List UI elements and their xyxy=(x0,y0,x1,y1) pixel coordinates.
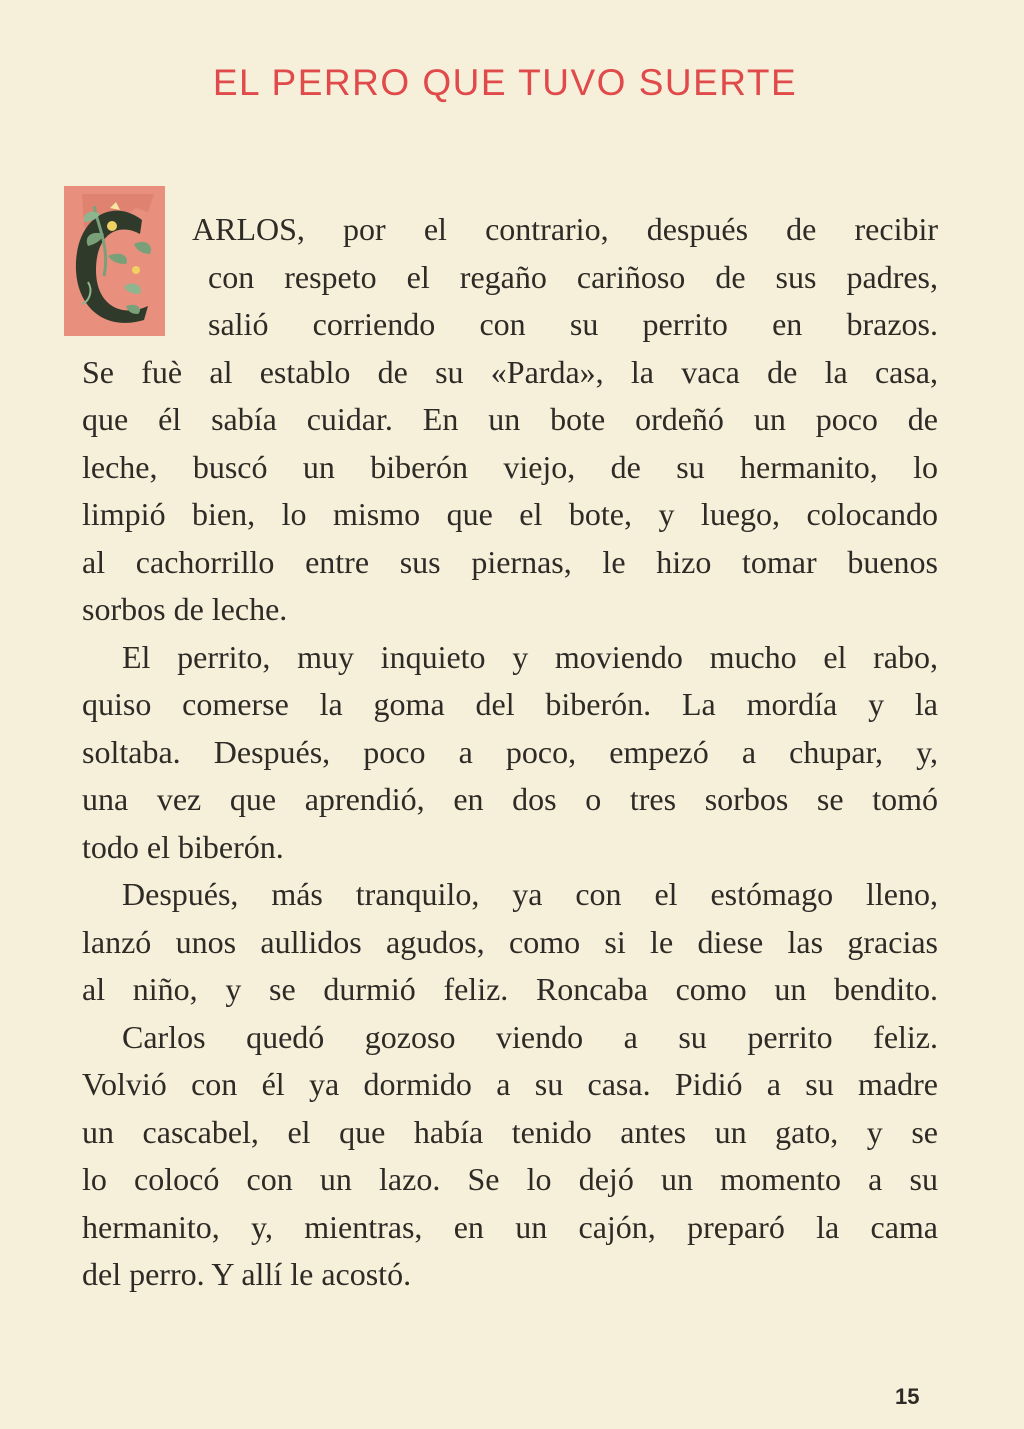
text-line: lo colocó con un lazo. Se lo dejó un momento a su xyxy=(82,1161,938,1197)
text-line: Se fuè al establo de su «Parda», la vaca de la casa, xyxy=(82,353,938,390)
text-line: con respeto el regaño cariñoso de sus padres, xyxy=(208,258,938,295)
text-line: que él sabía cuidar. En un bote ordeñó un poco de xyxy=(82,401,938,437)
text-line: hermanito, y, mientras, en un cajón, preparó la cama xyxy=(82,1208,938,1245)
page-title: EL PERRO QUE TUVO SUERTE xyxy=(212,62,798,103)
text-line: quiso comerse la goma del biberón. La mordía y la xyxy=(82,686,938,722)
text-line: leche, buscó un biberón viejo, de su hermanito, lo xyxy=(82,448,938,485)
text-line: al niño, y se durmió feliz. Roncaba como un bendito. xyxy=(82,971,938,1007)
text-line: una vez que aprendió, en dos o tres sorbos se tomó xyxy=(82,781,938,817)
text-line: lanzó unos aullidos agudos, como si le diese las gracias xyxy=(82,923,938,960)
text-line: del perro. Y allí le acostó. xyxy=(82,1256,412,1292)
text-line: ARLOS, por el contrario, después de recibir xyxy=(192,211,938,247)
text-line: Volvió con él ya dormido a su casa. Pidió a su madre xyxy=(82,1066,938,1102)
text-line: salió corriendo con su perrito en brazos. xyxy=(208,306,938,342)
text-line: limpió bien, lo mismo que el bote, y luego, colocando xyxy=(82,496,938,532)
page-number: 15 xyxy=(895,1384,920,1409)
text-line: todo el biberón. xyxy=(82,828,284,865)
text-line: Después, más tranquilo, ya con el estómago lleno, xyxy=(122,876,938,912)
text-line: sorbos de leche. xyxy=(82,591,288,627)
text-line: soltaba. Después, poco a poco, empezó a chupar, y, xyxy=(82,733,938,770)
text-line: un cascabel, el que había tenido antes un gato, y se xyxy=(82,1113,938,1150)
story-text xyxy=(82,206,938,1299)
text-line: al cachorrillo entre sus piernas, le hizo tomar buenos xyxy=(82,543,938,580)
text-line: El perrito, muy inquieto y moviendo mucho el rabo, xyxy=(122,638,938,675)
text-line: Carlos quedó gozoso viendo a su perrito feliz. xyxy=(122,1018,938,1055)
